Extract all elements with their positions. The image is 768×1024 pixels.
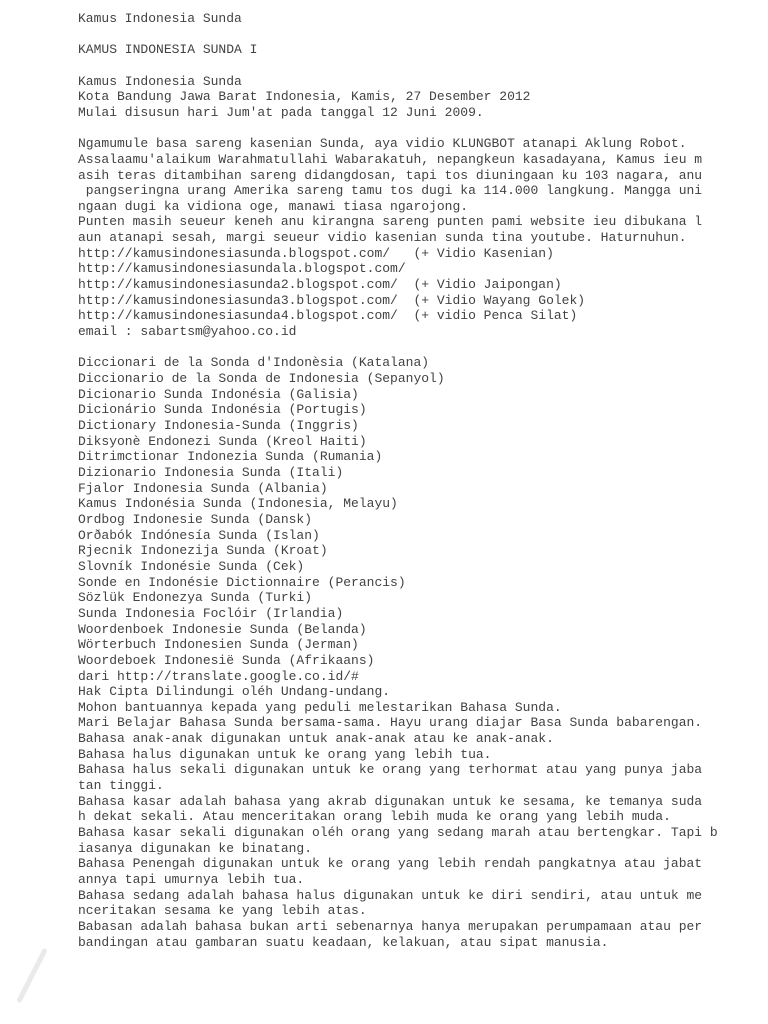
text-line: Bahasa sedang adalah bahasa halus digunakan untuk ke diri sendiri, atau untuk me xyxy=(78,887,703,903)
text-line: Babasan adalah bahasa bukan arti sebenarnya hanya merupakan perumpamaan atau per xyxy=(78,919,703,934)
text-line: iasanya digunakan ke binatang. xyxy=(78,840,313,856)
text-line xyxy=(78,58,746,74)
text-line: h dekat sekali. Atau menceritakan orang lebih muda ke orang yang lebih muda. xyxy=(78,809,671,825)
text-line: Dicionário Sunda Indonésia (Portugis) xyxy=(78,402,367,418)
text-line: pangseringna urang Amerika sareng tamu tos dugi ka 114.000 langkung. Mangga uni xyxy=(78,183,703,199)
text-line: Bahasa halus sekali digunakan untuk ke orang yang terhormat atau yang punya jaba xyxy=(78,762,703,778)
text-line: Bahasa kasar adalah bahasa yang akrab digunakan untuk ke sesama, ke temanya suda xyxy=(78,793,703,809)
text-line xyxy=(78,121,746,137)
text-line: Diccionario de la Sonda de Indonesia (Sepanyol) xyxy=(78,371,445,387)
text-line: Rjecnik Indonezija Sunda (Kroat) xyxy=(78,543,328,559)
text-line: Dictionary Indonesia-Sunda (Inggris) xyxy=(78,418,359,433)
text-line: Bahasa halus digunakan untuk ke orang yang lebih tua. xyxy=(78,746,492,762)
text-line: Woordenboek Indonesie Sunda (Belanda) xyxy=(78,621,367,637)
text-line: http://kamusindonesiasundala.blogspot.com/ xyxy=(78,261,406,277)
text-line: aun atanapi sesah, margi seueur vidio kasenian sunda tina youtube. Haturnuhun. xyxy=(78,230,687,246)
text-line: Kota Bandung Jawa Barat Indonesia, Kamis, 27 Desember 2012 xyxy=(78,89,531,105)
text-line: Dicionario Sunda Indonésia (Galisia) xyxy=(78,386,359,402)
text-line: Bahasa anak-anak digunakan untuk anak-anak atau ke anak-anak. xyxy=(78,731,554,747)
text-line: bandingan atau gambaran suatu keadaan, kelakuan, atau sipat manusia. xyxy=(78,934,609,950)
text-line: http://kamusindonesiasunda2.blogspot.com/ (+ Vidio Jaipongan) xyxy=(78,277,562,293)
text-line: dari http://translate.google.co.id/# xyxy=(78,668,359,684)
text-line: http://kamusindonesiasunda.blogspot.com/ (+ Vidio Kasenian) xyxy=(78,245,554,261)
text-line: Assalaamu'alaikum Warahmatullahi Wabarakatuh, nepangkeun kasadayana, Kamus ieu m xyxy=(78,151,703,167)
text-line: Bahasa Penengah digunakan untuk ke orang yang lebih rendah pangkatnya atau jabat xyxy=(78,856,703,872)
text-line: Sözlük Endonezya Sunda (Turki) xyxy=(78,590,313,606)
text-line: nceritakan sesama ke yang lebih atas. xyxy=(78,903,367,919)
text-line: Mulai disusun hari Jum'at pada tanggal 12 Juni 2009. xyxy=(78,104,484,120)
text-line: email : sabartsm@yahoo.co.id xyxy=(78,324,297,340)
text-line: Kamus Indonésia Sunda (Indonesia, Melayu) xyxy=(78,496,398,512)
text-line: asih teras ditambihan sareng didangdosan, tapi tos diuningaan ku 103 nagara, anu xyxy=(78,167,703,183)
text-line: http://kamusindonesiasunda4.blogspot.com/ (+ vidio Penca Silat) xyxy=(78,308,578,324)
text-line: Bahasa kasar sekali digunakan oléh orang yang sedang marah atau bertengkar. Tapi b xyxy=(78,825,718,841)
text-line: Orðabók Indónesía Sunda (Islan) xyxy=(78,527,320,543)
text-line: Slovník Indonésie Sunda (Cek) xyxy=(78,558,305,574)
text-line: Diksyonè Endonezi Sunda (Kreol Haiti) xyxy=(78,433,367,449)
text-line: Ditrimctionar Indonezia Sunda (Rumania) xyxy=(78,449,383,465)
text-line: Hak Cipta Dilindungi oléh Undang-undang. xyxy=(78,684,391,700)
text-line: Kamus Indonesia Sunda xyxy=(78,73,242,89)
text-line: Sonde en Indonésie Dictionnaire (Perancis) xyxy=(78,574,406,590)
text-line: ngaan dugi ka vidiona oge, manawi tiasa ngarojong. xyxy=(78,198,469,214)
document-text xyxy=(78,11,746,950)
text-line: Mari Belajar Bahasa Sunda bersama-sama. Hayu urang diajar Basa Sunda babarengan. xyxy=(78,715,703,731)
text-line: KAMUS INDONESIA SUNDA I xyxy=(78,42,258,58)
text-line: Diccionari de la Sonda d'Indonèsia (Katalana) xyxy=(78,355,430,371)
text-line: annya tapi umurnya lebih tua. xyxy=(78,872,305,888)
text-line xyxy=(78,27,746,43)
text-line: Woordeboek Indonesië Sunda (Afrikaans) xyxy=(78,652,375,668)
text-line: tan tinggi. xyxy=(78,778,164,794)
text-line: Kamus Indonesia Sunda xyxy=(78,11,242,26)
text-line: Ngamumule basa sareng kasenian Sunda, aya vidio KLUNGBOT atanapi Aklung Robot. xyxy=(78,136,687,152)
text-line: Wörterbuch Indonesien Sunda (Jerman) xyxy=(78,637,359,653)
text-line xyxy=(78,340,746,356)
text-line: http://kamusindonesiasunda3.blogspot.com/ (+ Vidio Wayang Golek) xyxy=(78,292,586,308)
text-line: Dizionario Indonesia Sunda (Itali) xyxy=(78,464,344,480)
text-line: Fjalor Indonesia Sunda (Albania) xyxy=(78,480,328,496)
text-line: Sunda Indonesia Foclóir (Irlandia) xyxy=(78,605,344,621)
text-line: Punten masih seueur keneh anu kirangna sareng punten pami website ieu dibukana l xyxy=(78,214,703,230)
text-line: Mohon bantuannya kepada yang peduli melestarikan Bahasa Sunda. xyxy=(78,699,562,715)
text-line: Ordbog Indonesie Sunda (Dansk) xyxy=(78,511,313,527)
page-corner-mark xyxy=(16,948,48,1004)
